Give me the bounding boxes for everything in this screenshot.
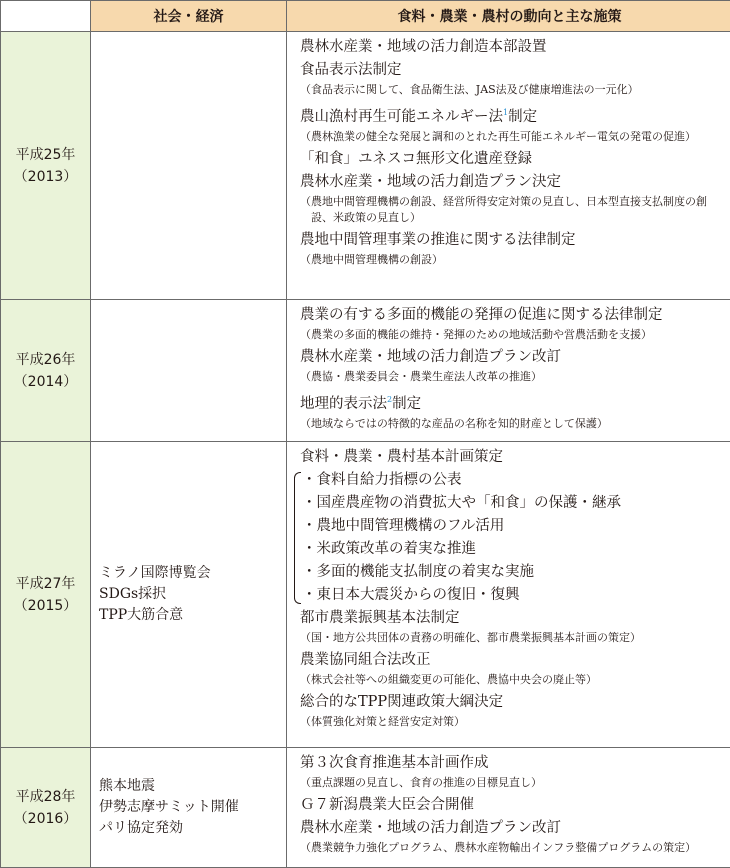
society-cell	[91, 300, 287, 442]
policy-item-tail: 制定	[508, 109, 537, 125]
year-label: 平成28年	[1, 786, 90, 808]
policy-detail: （食品表示に関して、食品衛生法、JAS法及び健康増進法の一元化）	[296, 82, 730, 101]
society-event: 熊本地震	[99, 776, 286, 797]
year-label: 平成26年	[1, 349, 90, 371]
bullet-item: ・米政策改革の着実な推進	[298, 538, 730, 561]
policy-item	[296, 388, 730, 416]
year-label: 平成27年	[1, 573, 90, 595]
society-event: SDGs採択	[99, 584, 286, 605]
header-policy: 食料・農業・農村の動向と主な施策	[287, 1, 730, 32]
policy-cell	[287, 442, 730, 748]
policy-item: 第３次食育推進基本計画作成	[296, 752, 730, 775]
policy-detail: （体質強化対策と経営安定対策）	[296, 714, 730, 733]
header-society: 社会・経済	[91, 1, 287, 32]
policy-detail: （農協・農業委員会・農業生産法人改革の推進）	[296, 369, 730, 388]
policy-item: 農林水産業・地域の活力創造本部設置	[296, 36, 730, 59]
policy-item: 農業協同組合法改正	[296, 649, 730, 672]
footnote-mark: 2	[387, 395, 392, 404]
society-event: TPP大筋合意	[99, 605, 286, 626]
footnote-mark: 1	[503, 108, 508, 117]
policy-item: 総合的なTPP関連政策大綱決定	[296, 691, 730, 714]
policy-item: 食料・農業・農村基本計画策定	[296, 446, 730, 469]
society-cell	[91, 442, 287, 748]
year-ad-label: （2013）	[1, 166, 90, 188]
bullet-item: ・東日本大震災からの復旧・復興	[298, 584, 730, 607]
bullet-item: ・食料自給力指標の公表	[298, 469, 730, 492]
policy-detail: （株式会社等への組織変更の可能化、農協中央会の廃止等）	[296, 672, 730, 691]
year-ad-label: （2016）	[1, 808, 90, 830]
year-cell	[1, 32, 91, 300]
policy-item	[296, 101, 730, 129]
policy-cell	[287, 32, 730, 300]
policy-detail: （農業の多面的機能の維持・発揮のための地域活動や営農活動を支援）	[296, 327, 730, 346]
table-row-2013	[1, 32, 730, 300]
society-cell	[91, 748, 287, 868]
policy-item: 農林水産業・地域の活力創造プラン改訂	[296, 346, 730, 369]
year-cell	[1, 300, 91, 442]
table-row-2014	[1, 300, 730, 442]
policy-detail: （農地中間管理機構の創設）	[296, 252, 730, 271]
bullet-item: ・農地中間管理機構のフル活用	[298, 515, 730, 538]
policy-item: Ｇ７新潟農業大臣会合開催	[296, 794, 730, 817]
policy-item: 都市農業振興基本法制定	[296, 607, 730, 630]
policy-item: 農業の有する多面的機能の発揮の促進に関する法律制定	[296, 304, 730, 327]
policy-item-text: 農山漁村再生可能エネルギー法	[300, 109, 503, 125]
table-row-2015	[1, 442, 730, 748]
policy-cell	[287, 748, 730, 868]
header-year	[1, 1, 91, 32]
table-row-2016	[1, 748, 730, 868]
year-ad-label: （2015）	[1, 595, 90, 617]
policy-detail: （国・地方公共団体の責務の明確化、都市農業振興基本計画の策定）	[296, 630, 730, 649]
policy-item: 農地中間管理事業の推進に関する法律制定	[296, 229, 730, 252]
year-cell	[1, 442, 91, 748]
left-brace-icon	[294, 472, 301, 604]
policy-item: 「和食」ユネスコ無形文化遺産登録	[296, 148, 730, 171]
table-header-row	[1, 1, 730, 32]
bullet-item: ・多面的機能支払制度の着実な実施	[298, 561, 730, 584]
policy-detail: （地域ならではの特徴的な産品の名称を知的財産として保護）	[296, 416, 730, 435]
society-cell	[91, 32, 287, 300]
bullet-item: ・国産農産物の消費拡大や「和食」の保護・継承	[298, 492, 730, 515]
policy-item-text: 地理的表示法	[300, 396, 387, 412]
policy-item: 農林水産業・地域の活力創造プラン改訂	[296, 817, 730, 840]
year-cell	[1, 748, 91, 868]
policy-item: 農林水産業・地域の活力創造プラン決定	[296, 171, 730, 194]
society-event: ミラノ国際博覧会	[99, 563, 286, 584]
year-ad-label: （2014）	[1, 371, 90, 393]
policy-cell	[287, 300, 730, 442]
society-event: パリ協定発効	[99, 818, 286, 839]
policy-item: 食品表示法制定	[296, 59, 730, 82]
policy-item-tail: 制定	[392, 396, 421, 412]
society-event: 伊勢志摩サミット開催	[99, 797, 286, 818]
policy-detail: （農林漁業の健全な発展と調和のとれた再生可能エネルギー電気の発電の促進）	[296, 129, 730, 148]
policy-detail: （重点課題の見直し、食育の推進の目標見直し）	[296, 775, 730, 794]
policy-detail: （農業競争力強化プログラム、農林水産物輸出インフラ整備プログラムの策定）	[296, 840, 730, 859]
bullet-group	[296, 469, 730, 607]
year-label: 平成25年	[1, 144, 90, 166]
policy-detail: （農地中間管理機構の創設、経営所得安定対策の見直し、日本型直接支払制度の創設、米政策の見直し）	[296, 194, 730, 229]
